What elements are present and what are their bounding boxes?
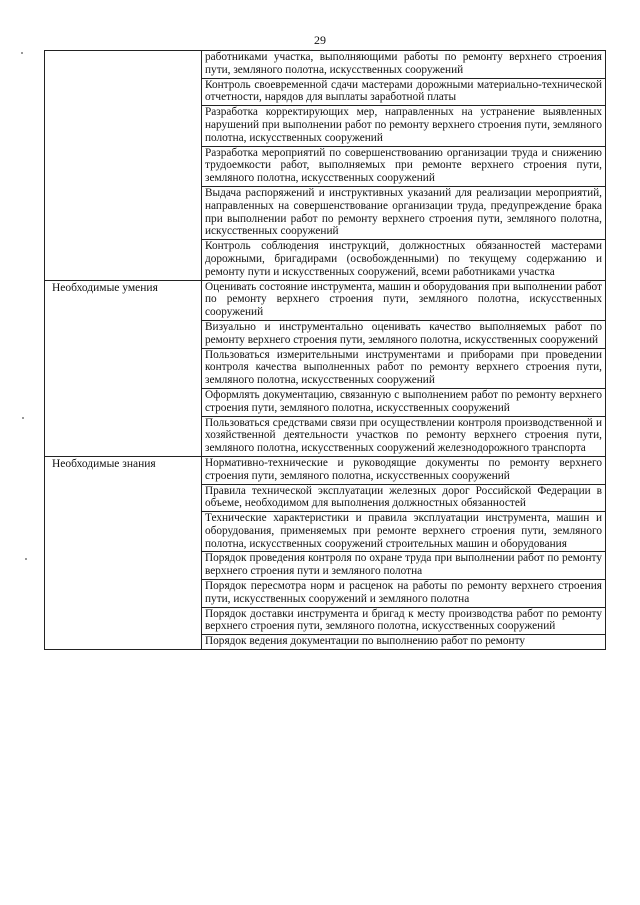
list-item: Пользоваться средствами связи при осуществлении контроля производственной и хозяйственной деятельности участков по ремонту верхнего строения пути, земляного полотна, искусственных сооружений железнодорожного транспорта xyxy=(205,416,602,455)
requirements-table xyxy=(44,50,606,650)
scan-speck xyxy=(22,417,24,419)
list-item: Технические характеристики и правила эксплуатации инструмента, машин и оборудования, применяемых при ремонте верхнего строения пути, земляного полотна, искусственных сооружений строительных машин и оборудования xyxy=(202,512,605,552)
list-item: Визуально и инструментально оценивать качество выполняемых работ по ремонту верхнего строения пути, земляного полотна, искусственных сооружений xyxy=(202,321,605,349)
list-item: Оценивать состояние инструмента, машин и оборудования при выполнении работ по ремонту верхнего строения пути, земляного полотна, искусственных сооружений xyxy=(202,281,605,321)
row-content xyxy=(202,280,606,456)
row-content xyxy=(202,456,606,649)
table-row xyxy=(45,51,606,281)
list-item: Разработка корректирующих мер, направленных на устранение выявленных нарушений при выполнении работ по ремонту верхнего строения пути, земляного полотна, искусственных сооружений xyxy=(202,106,605,146)
table-row xyxy=(45,456,606,649)
list-item: Порядок доставки инструмента и бригад к месту производства работ по ремонту верхнего строения пути, земляного полотна, искусственных сооружений xyxy=(202,608,605,636)
list-item: Пользоваться измерительными инструментами и приборами при проведении контроля качества выполненных работ по ремонту верхнего строения пути, земляного полотна, искусственных сооружений xyxy=(202,349,605,389)
list-item: Нормативно-технические и руководящие документы по ремонту верхнего строения пути, земляного полотна, искусственных сооружений xyxy=(202,457,605,485)
list-item: Контроль соблюдения инструкций, должностных обязанностей мастерами дорожными, бригадирами (освобожденными) по текущему содержанию и ремонту пути и искусственных сооружений, всеми работниками участка xyxy=(205,240,602,278)
list-item: Порядок проведения контроля по охране труда при выполнении работ по ремонту верхнего строения пути и земляного полотна xyxy=(202,552,605,580)
list-item: Порядок ведения документации по выполнению работ по ремонту xyxy=(205,635,526,648)
scan-speck xyxy=(21,52,23,54)
row-label: Необходимые знания xyxy=(45,456,202,649)
list-item: Правила технической эксплуатации железных дорог Российской Федерации в объеме, необходимом для выполнения должностных обязанностей xyxy=(202,485,605,513)
list-item: Разработка мероприятий по совершенствованию организации труда и снижению трудоемкости работ, выполняемых при ремонте верхнего строения пути, земляного полотна, искусственных сооружений xyxy=(202,147,605,187)
list-item: Оформлять документацию, связанную с выполнением работ по ремонту верхнего строения пути, земляного полотна, искусственных сооружений xyxy=(202,389,605,417)
page-number: 29 xyxy=(314,33,326,47)
row-label xyxy=(45,51,202,281)
row-label: Необходимые умения xyxy=(45,280,202,456)
list-item: работниками участка, выполняющими работы по ремонту верхнего строения пути, земляного полотна, искусственных сооружений xyxy=(202,51,605,79)
row-content xyxy=(202,51,606,281)
scan-speck xyxy=(25,558,27,560)
table-row xyxy=(45,280,606,456)
list-item: Контроль своевременной сдачи мастерами дорожными материально-технической отчетности, нарядов для выплаты заработной платы xyxy=(202,79,605,107)
list-item: Выдача распоряжений и инструктивных указаний для реализации мероприятий, направленных на совершенствование организации труда, предупреждение брака при выполнении работ по ремонту верхнего строения пути, земляного полотна, искусственных сооружений xyxy=(202,187,605,240)
list-item: Порядок пересмотра норм и расценок на работы по ремонту верхнего строения пути, искусственных сооружений и земляного полотна xyxy=(202,580,605,608)
